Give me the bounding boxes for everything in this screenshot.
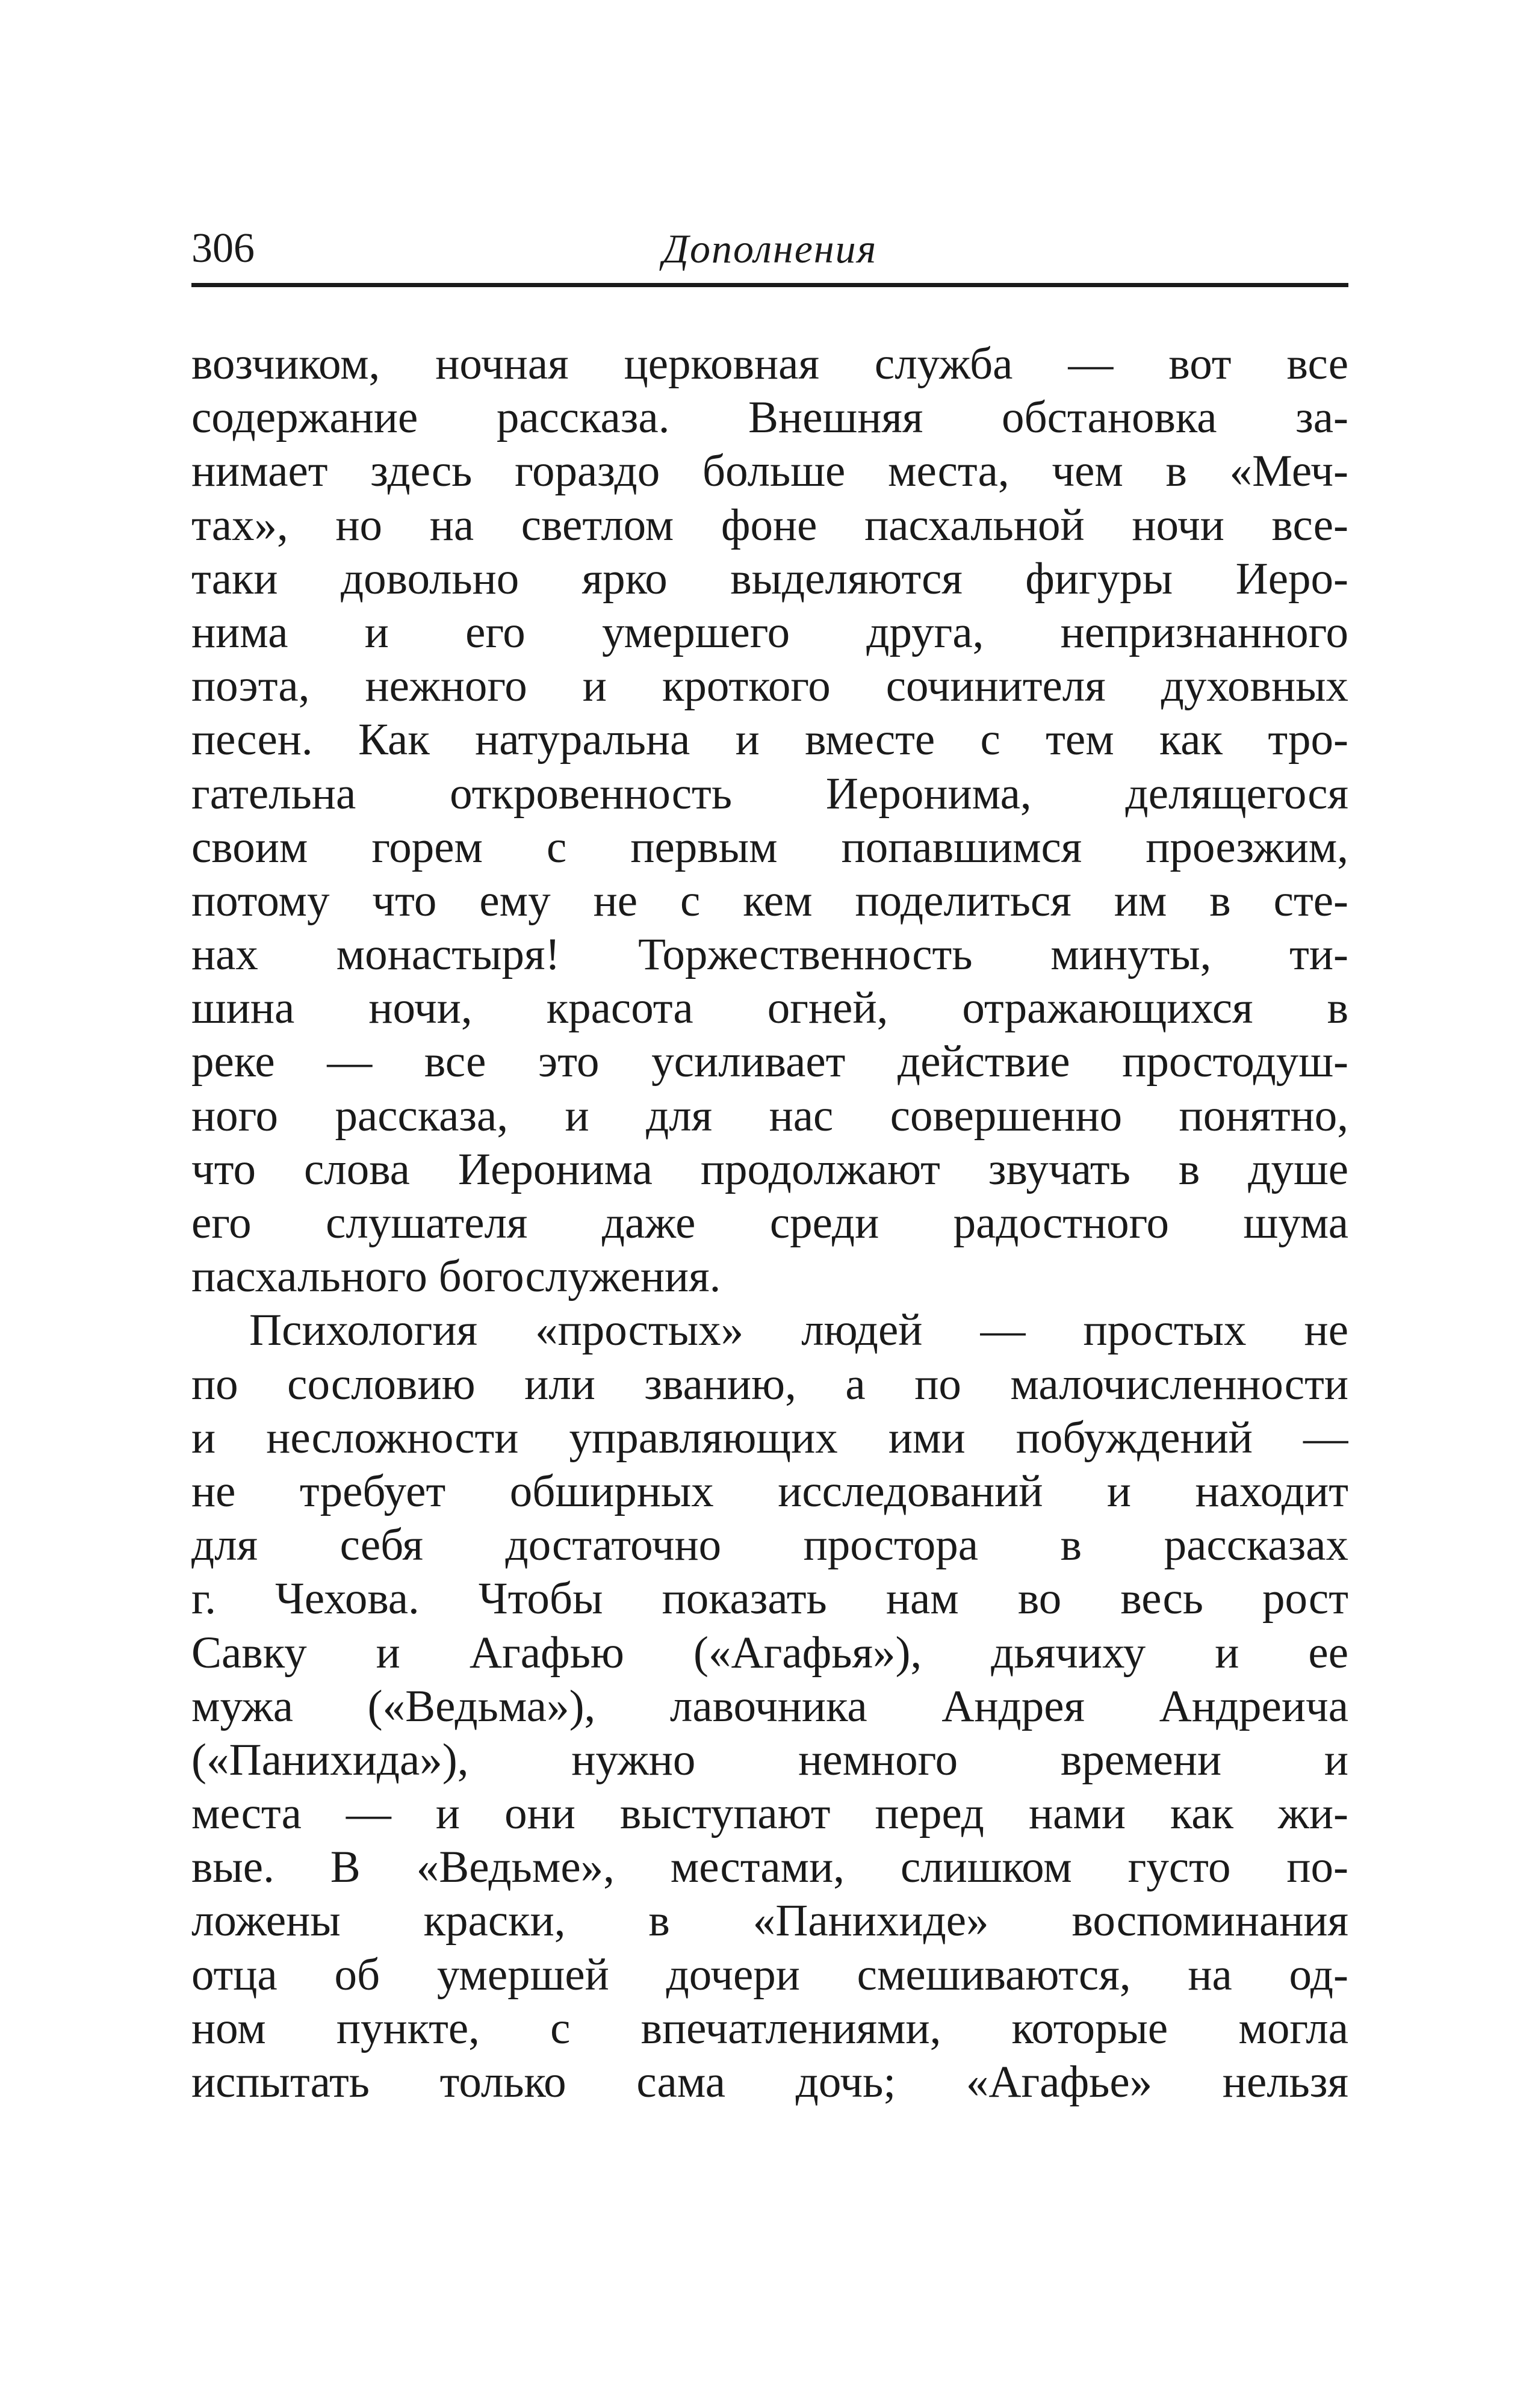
text-line: нима и его умершего друга, непризнанного	[191, 607, 1348, 657]
text-line: ном пункте, с впечатлениями, которые могла	[191, 2003, 1348, 2053]
running-title: Дополнения	[662, 226, 878, 272]
text-line: возчиком, ночная церковная служба — вот все	[191, 339, 1348, 389]
text-line: мужа («Ведьма»), лавочника Андрея Андреича	[191, 1681, 1348, 1731]
text-line: таки довольно ярко выделяются фигуры Иеро-	[191, 553, 1348, 604]
text-line: гательна откровенность Иеронима, делящегося	[191, 768, 1348, 819]
text-line: реке — все это усиливает действие простодуш-	[191, 1037, 1348, 1087]
text-line: потому что ему не с кем поделиться им в сте-	[191, 875, 1348, 926]
text-line: г. Чехова. Чтобы показать нам во весь рост	[191, 1574, 1348, 1624]
text-line: для себя достаточно простора в рассказах	[191, 1520, 1348, 1571]
text-line: пасхального богослужения.	[191, 1252, 721, 1302]
text-line: нах монастыря! Торжественность минуты, ти-	[191, 929, 1348, 980]
header-rule	[191, 283, 1348, 287]
text-line: («Панихида»), нужно немного времени и	[191, 1734, 1348, 1785]
paragraph-1	[191, 337, 1348, 1303]
text-line: Психология «простых» людей — простых не	[249, 1305, 1348, 1356]
text-line: его слушателя даже среди радостного шума	[191, 1198, 1348, 1248]
text-line: отца об умершей дочери смешиваются, на од-	[191, 1949, 1348, 2000]
body-text	[191, 337, 1348, 2109]
text-line: содержание рассказа. Внешняя обстановка за-	[191, 393, 1348, 443]
text-line: поэта, нежного и кроткого сочинителя духовных	[191, 661, 1348, 712]
text-line: не требует обширных исследований и находит	[191, 1466, 1348, 1516]
text-line: ложены краски, в «Панихиде» воспоминания	[191, 1896, 1348, 1946]
text-line: по сословию или званию, а по малочисленности	[191, 1359, 1348, 1409]
page-number: 306	[191, 225, 255, 272]
text-line: испытать только сама дочь; «Агафье» нельзя	[191, 2057, 1348, 2107]
text-line: что слова Иеронима продолжают звучать в душе	[191, 1144, 1348, 1194]
text-line: Савку и Агафью («Агафья»), дьячиху и ее	[191, 1627, 1348, 1678]
page-header	[191, 216, 1348, 282]
text-line: тах», но на светлом фоне пасхальной ночи все-	[191, 500, 1348, 550]
text-line: нимает здесь гораздо больше места, чем в «Меч-	[191, 446, 1348, 497]
text-line: шина ночи, красота огней, отражающихся в	[191, 983, 1348, 1034]
text-line: ного рассказа, и для нас совершенно понятно,	[191, 1090, 1348, 1141]
text-line: своим горем с первым попавшимся проезжим,	[191, 822, 1348, 872]
text-line: вые. В «Ведьме», местами, слишком густо по-	[191, 1842, 1348, 1893]
text-line: и несложности управляющих ими побуждений —	[191, 1412, 1348, 1463]
text-line: места — и они выступают перед нами как жи-	[191, 1789, 1348, 1839]
paragraph-2	[191, 1303, 1348, 2109]
text-line: песен. Как натуральна и вместе с тем как тро-	[191, 715, 1348, 765]
